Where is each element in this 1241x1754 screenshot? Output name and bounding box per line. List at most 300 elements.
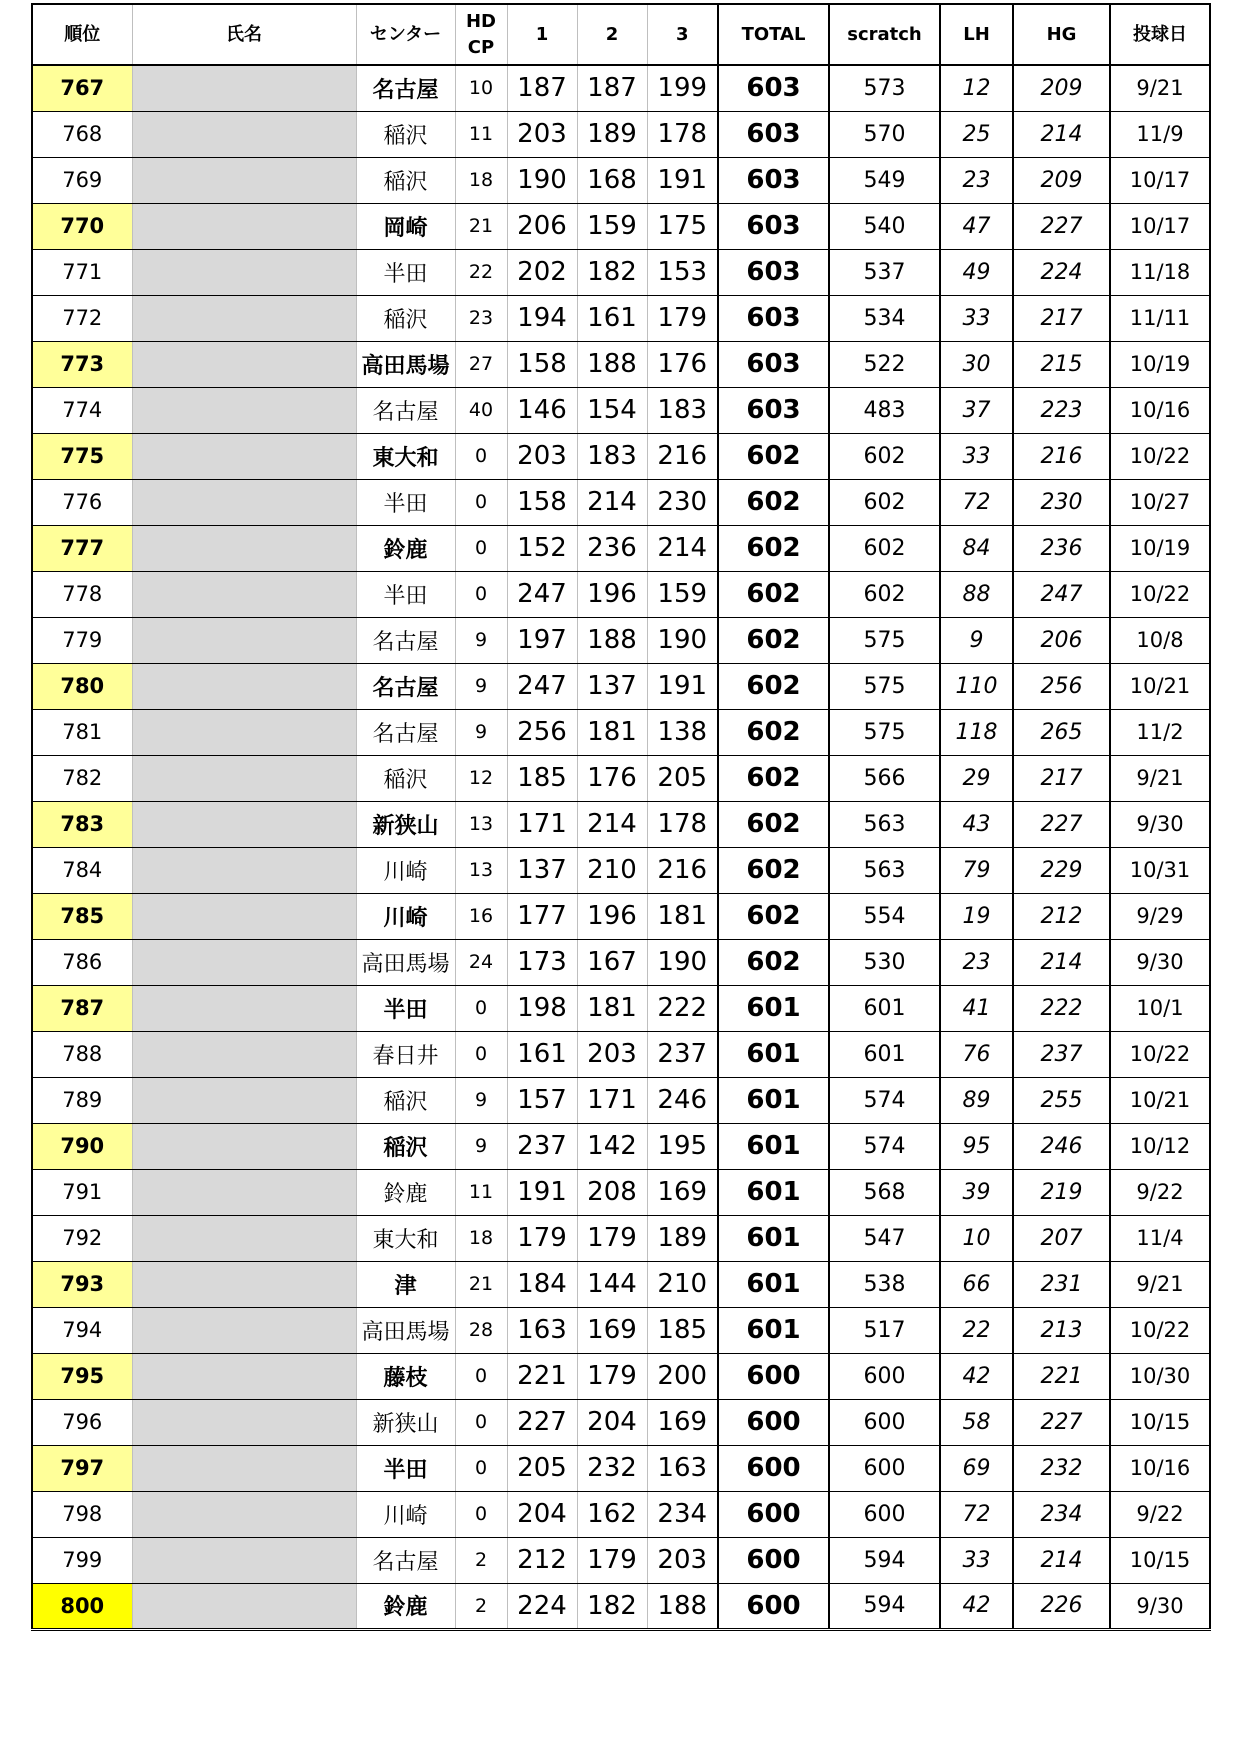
table-row — [32, 1031, 1210, 1077]
hg-cell: 265 — [1013, 709, 1110, 755]
game-3-cell: 203 — [647, 1537, 718, 1583]
game-1-cell: 146 — [507, 387, 577, 433]
lh-cell: 19 — [940, 893, 1013, 939]
scratch-cell: 601 — [829, 985, 940, 1031]
total-cell: 602 — [718, 433, 829, 479]
hdcp-cell: 28 — [455, 1307, 507, 1353]
hg-cell: 227 — [1013, 203, 1110, 249]
header-game-2: 2 — [577, 4, 647, 65]
game-3-cell: 234 — [647, 1491, 718, 1537]
lh-cell: 76 — [940, 1031, 1013, 1077]
game-2-cell: 181 — [577, 985, 647, 1031]
hdcp-cell: 0 — [455, 985, 507, 1031]
game-1-cell: 158 — [507, 479, 577, 525]
total-cell: 602 — [718, 939, 829, 985]
rank-cell: 769 — [32, 157, 132, 203]
total-cell: 603 — [718, 249, 829, 295]
lh-cell: 69 — [940, 1445, 1013, 1491]
hg-cell: 214 — [1013, 111, 1110, 157]
date-cell: 10/12 — [1110, 1123, 1210, 1169]
date-cell: 10/31 — [1110, 847, 1210, 893]
center-cell: 半田 — [356, 1445, 455, 1491]
scratch-cell: 602 — [829, 479, 940, 525]
lh-cell: 79 — [940, 847, 1013, 893]
total-cell: 603 — [718, 295, 829, 341]
date-cell: 10/17 — [1110, 157, 1210, 203]
center-cell: 東大和 — [356, 433, 455, 479]
center-cell: 津 — [356, 1261, 455, 1307]
date-cell: 10/15 — [1110, 1399, 1210, 1445]
date-cell: 9/29 — [1110, 893, 1210, 939]
hdcp-cell: 23 — [455, 295, 507, 341]
name-cell — [132, 939, 356, 985]
hg-cell: 247 — [1013, 571, 1110, 617]
hdcp-cell: 0 — [455, 479, 507, 525]
game-2-cell: 196 — [577, 571, 647, 617]
total-cell: 600 — [718, 1583, 829, 1629]
center-cell: 半田 — [356, 479, 455, 525]
total-cell: 602 — [718, 847, 829, 893]
table-row — [32, 755, 1210, 801]
lh-cell: 89 — [940, 1077, 1013, 1123]
game-1-cell: 205 — [507, 1445, 577, 1491]
game-3-cell: 189 — [647, 1215, 718, 1261]
game-1-cell: 184 — [507, 1261, 577, 1307]
table-row — [32, 1445, 1210, 1491]
center-cell: 川崎 — [356, 847, 455, 893]
game-3-cell: 237 — [647, 1031, 718, 1077]
name-cell — [132, 1537, 356, 1583]
hg-cell: 256 — [1013, 663, 1110, 709]
game-2-cell: 176 — [577, 755, 647, 801]
scratch-cell: 534 — [829, 295, 940, 341]
total-cell: 602 — [718, 663, 829, 709]
total-cell: 603 — [718, 387, 829, 433]
scratch-cell: 594 — [829, 1583, 940, 1629]
date-cell: 9/21 — [1110, 755, 1210, 801]
name-cell — [132, 157, 356, 203]
center-cell: 稲沢 — [356, 1123, 455, 1169]
total-cell: 602 — [718, 571, 829, 617]
scratch-cell: 600 — [829, 1445, 940, 1491]
game-1-cell: 197 — [507, 617, 577, 663]
name-cell — [132, 755, 356, 801]
game-1-cell: 177 — [507, 893, 577, 939]
lh-cell: 43 — [940, 801, 1013, 847]
center-cell: 名古屋 — [356, 1537, 455, 1583]
game-2-cell: 168 — [577, 157, 647, 203]
game-1-cell: 198 — [507, 985, 577, 1031]
table-row — [32, 571, 1210, 617]
header-hg: HG — [1013, 4, 1110, 65]
center-cell: 鈴鹿 — [356, 525, 455, 571]
rank-cell: 797 — [32, 1445, 132, 1491]
name-cell — [132, 387, 356, 433]
hdcp-cell: 0 — [455, 433, 507, 479]
lh-cell: 41 — [940, 985, 1013, 1031]
date-cell: 10/19 — [1110, 525, 1210, 571]
table-row — [32, 387, 1210, 433]
hg-cell: 222 — [1013, 985, 1110, 1031]
lh-cell: 23 — [940, 157, 1013, 203]
hdcp-cell: 9 — [455, 709, 507, 755]
name-cell — [132, 1399, 356, 1445]
rank-cell: 791 — [32, 1169, 132, 1215]
game-1-cell: 224 — [507, 1583, 577, 1629]
game-3-cell: 214 — [647, 525, 718, 571]
game-3-cell: 169 — [647, 1399, 718, 1445]
rank-cell: 784 — [32, 847, 132, 893]
center-cell: 藤枝 — [356, 1353, 455, 1399]
table-row — [32, 1491, 1210, 1537]
lh-cell: 39 — [940, 1169, 1013, 1215]
hg-cell: 232 — [1013, 1445, 1110, 1491]
date-cell: 10/16 — [1110, 387, 1210, 433]
table-row — [32, 525, 1210, 571]
game-1-cell: 158 — [507, 341, 577, 387]
game-3-cell: 205 — [647, 755, 718, 801]
rank-cell: 773 — [32, 341, 132, 387]
game-3-cell: 163 — [647, 1445, 718, 1491]
game-1-cell: 204 — [507, 1491, 577, 1537]
total-cell: 602 — [718, 755, 829, 801]
game-2-cell: 181 — [577, 709, 647, 755]
date-cell: 10/22 — [1110, 571, 1210, 617]
total-cell: 601 — [718, 985, 829, 1031]
name-cell — [132, 1261, 356, 1307]
center-cell: 稲沢 — [356, 111, 455, 157]
scratch-cell: 483 — [829, 387, 940, 433]
scratch-cell: 563 — [829, 801, 940, 847]
game-2-cell: 144 — [577, 1261, 647, 1307]
date-cell: 11/11 — [1110, 295, 1210, 341]
date-cell: 9/21 — [1110, 65, 1210, 111]
rank-cell: 799 — [32, 1537, 132, 1583]
table-row — [32, 65, 1210, 111]
hdcp-cell: 2 — [455, 1537, 507, 1583]
total-cell: 601 — [718, 1077, 829, 1123]
total-cell: 602 — [718, 525, 829, 571]
center-cell: 半田 — [356, 249, 455, 295]
total-cell: 603 — [718, 341, 829, 387]
center-cell: 名古屋 — [356, 663, 455, 709]
name-cell — [132, 1491, 356, 1537]
hdcp-cell: 24 — [455, 939, 507, 985]
game-2-cell: 214 — [577, 801, 647, 847]
table-row — [32, 111, 1210, 157]
table-row — [32, 1353, 1210, 1399]
hg-cell: 209 — [1013, 157, 1110, 203]
center-cell: 名古屋 — [356, 65, 455, 111]
game-3-cell: 179 — [647, 295, 718, 341]
table-row — [32, 479, 1210, 525]
hg-cell: 226 — [1013, 1583, 1110, 1629]
lh-cell: 47 — [940, 203, 1013, 249]
name-cell — [132, 1445, 356, 1491]
center-cell: 新狭山 — [356, 801, 455, 847]
center-cell: 半田 — [356, 985, 455, 1031]
hdcp-cell: 22 — [455, 249, 507, 295]
game-2-cell: 154 — [577, 387, 647, 433]
rank-cell: 779 — [32, 617, 132, 663]
game-3-cell: 153 — [647, 249, 718, 295]
date-cell: 9/30 — [1110, 1583, 1210, 1629]
name-cell — [132, 571, 356, 617]
game-1-cell: 157 — [507, 1077, 577, 1123]
table-row — [32, 1123, 1210, 1169]
header-center: センター — [356, 4, 455, 65]
game-2-cell: 196 — [577, 893, 647, 939]
game-3-cell: 195 — [647, 1123, 718, 1169]
name-cell — [132, 1583, 356, 1629]
game-3-cell: 176 — [647, 341, 718, 387]
game-3-cell: 246 — [647, 1077, 718, 1123]
game-2-cell: 204 — [577, 1399, 647, 1445]
date-cell: 10/19 — [1110, 341, 1210, 387]
table-row — [32, 1537, 1210, 1583]
game-3-cell: 190 — [647, 617, 718, 663]
lh-cell: 33 — [940, 1537, 1013, 1583]
name-cell — [132, 341, 356, 387]
lh-cell: 72 — [940, 479, 1013, 525]
table-row — [32, 433, 1210, 479]
name-cell — [132, 1123, 356, 1169]
rank-cell: 772 — [32, 295, 132, 341]
game-2-cell: 188 — [577, 341, 647, 387]
name-cell — [132, 893, 356, 939]
scratch-cell: 574 — [829, 1123, 940, 1169]
rank-cell: 768 — [32, 111, 132, 157]
lh-cell: 29 — [940, 755, 1013, 801]
total-cell: 600 — [718, 1399, 829, 1445]
table-row — [32, 1169, 1210, 1215]
date-cell: 10/30 — [1110, 1353, 1210, 1399]
ranking-rows — [32, 65, 1210, 1629]
rank-cell: 795 — [32, 1353, 132, 1399]
total-cell: 601 — [718, 1261, 829, 1307]
rank-cell: 775 — [32, 433, 132, 479]
lh-cell: 42 — [940, 1353, 1013, 1399]
game-3-cell: 191 — [647, 663, 718, 709]
scratch-cell: 575 — [829, 709, 940, 755]
game-2-cell: 208 — [577, 1169, 647, 1215]
table-row — [32, 847, 1210, 893]
date-cell: 9/22 — [1110, 1169, 1210, 1215]
scratch-cell: 566 — [829, 755, 940, 801]
center-cell: 高田馬場 — [356, 341, 455, 387]
name-cell — [132, 295, 356, 341]
total-cell: 601 — [718, 1215, 829, 1261]
game-1-cell: 247 — [507, 571, 577, 617]
rank-cell: 777 — [32, 525, 132, 571]
lh-cell: 23 — [940, 939, 1013, 985]
lh-cell: 33 — [940, 295, 1013, 341]
hdcp-cell: 10 — [455, 65, 507, 111]
lh-cell: 110 — [940, 663, 1013, 709]
scratch-cell: 547 — [829, 1215, 940, 1261]
date-cell: 11/9 — [1110, 111, 1210, 157]
hg-cell: 206 — [1013, 617, 1110, 663]
game-2-cell: 137 — [577, 663, 647, 709]
center-cell: 春日井 — [356, 1031, 455, 1077]
lh-cell: 118 — [940, 709, 1013, 755]
game-3-cell: 138 — [647, 709, 718, 755]
game-1-cell: 137 — [507, 847, 577, 893]
game-2-cell: 236 — [577, 525, 647, 571]
hg-cell: 224 — [1013, 249, 1110, 295]
center-cell: 鈴鹿 — [356, 1583, 455, 1629]
scratch-cell: 575 — [829, 663, 940, 709]
hg-cell: 255 — [1013, 1077, 1110, 1123]
hdcp-cell: 40 — [455, 387, 507, 433]
hg-cell: 214 — [1013, 1537, 1110, 1583]
game-3-cell: 159 — [647, 571, 718, 617]
rank-cell: 778 — [32, 571, 132, 617]
rank-cell: 792 — [32, 1215, 132, 1261]
hg-cell: 237 — [1013, 1031, 1110, 1077]
hdcp-cell: 0 — [455, 1445, 507, 1491]
center-cell: 東大和 — [356, 1215, 455, 1261]
rank-cell: 790 — [32, 1123, 132, 1169]
rank-cell: 767 — [32, 65, 132, 111]
total-cell: 600 — [718, 1353, 829, 1399]
hg-cell: 229 — [1013, 847, 1110, 893]
game-1-cell: 221 — [507, 1353, 577, 1399]
rank-cell: 782 — [32, 755, 132, 801]
game-3-cell: 185 — [647, 1307, 718, 1353]
center-cell: 稲沢 — [356, 1077, 455, 1123]
game-3-cell: 190 — [647, 939, 718, 985]
game-3-cell: 230 — [647, 479, 718, 525]
name-cell — [132, 985, 356, 1031]
scratch-cell: 594 — [829, 1537, 940, 1583]
hdcp-cell: 21 — [455, 1261, 507, 1307]
scratch-cell: 602 — [829, 525, 940, 571]
scratch-cell: 601 — [829, 1031, 940, 1077]
rank-cell: 794 — [32, 1307, 132, 1353]
name-cell — [132, 663, 356, 709]
table-row — [32, 801, 1210, 847]
header-total: TOTAL — [718, 4, 829, 65]
hg-cell: 207 — [1013, 1215, 1110, 1261]
lh-cell: 42 — [940, 1583, 1013, 1629]
date-cell: 10/17 — [1110, 203, 1210, 249]
center-cell: 半田 — [356, 571, 455, 617]
lh-cell: 95 — [940, 1123, 1013, 1169]
rank-cell: 780 — [32, 663, 132, 709]
hdcp-cell: 0 — [455, 1031, 507, 1077]
total-cell: 603 — [718, 111, 829, 157]
game-1-cell: 206 — [507, 203, 577, 249]
name-cell — [132, 1215, 356, 1261]
table-row — [32, 663, 1210, 709]
date-cell: 9/30 — [1110, 801, 1210, 847]
scratch-cell: 549 — [829, 157, 940, 203]
scratch-cell: 568 — [829, 1169, 940, 1215]
game-2-cell: 179 — [577, 1215, 647, 1261]
game-3-cell: 181 — [647, 893, 718, 939]
scratch-cell: 575 — [829, 617, 940, 663]
game-1-cell: 163 — [507, 1307, 577, 1353]
table-row — [32, 1077, 1210, 1123]
rank-cell: 793 — [32, 1261, 132, 1307]
name-cell — [132, 617, 356, 663]
game-2-cell: 159 — [577, 203, 647, 249]
game-1-cell: 161 — [507, 1031, 577, 1077]
center-cell: 名古屋 — [356, 709, 455, 755]
game-2-cell: 232 — [577, 1445, 647, 1491]
table-row — [32, 1215, 1210, 1261]
hg-cell: 216 — [1013, 433, 1110, 479]
center-cell: 鈴鹿 — [356, 1169, 455, 1215]
game-2-cell: 183 — [577, 433, 647, 479]
name-cell — [132, 65, 356, 111]
hg-cell: 215 — [1013, 341, 1110, 387]
hdcp-cell: 18 — [455, 1215, 507, 1261]
date-cell: 10/15 — [1110, 1537, 1210, 1583]
date-cell: 10/22 — [1110, 1307, 1210, 1353]
hg-cell: 230 — [1013, 479, 1110, 525]
total-cell: 600 — [718, 1537, 829, 1583]
lh-cell: 88 — [940, 571, 1013, 617]
rank-cell: 796 — [32, 1399, 132, 1445]
game-3-cell: 188 — [647, 1583, 718, 1629]
hdcp-cell: 9 — [455, 617, 507, 663]
name-cell — [132, 709, 356, 755]
lh-cell: 12 — [940, 65, 1013, 111]
hdcp-cell: 11 — [455, 111, 507, 157]
name-cell — [132, 249, 356, 295]
rank-cell: 785 — [32, 893, 132, 939]
total-cell: 600 — [718, 1491, 829, 1537]
center-cell: 稲沢 — [356, 157, 455, 203]
game-1-cell: 203 — [507, 433, 577, 479]
name-cell — [132, 203, 356, 249]
hdcp-cell: 2 — [455, 1583, 507, 1629]
scratch-cell: 600 — [829, 1399, 940, 1445]
rank-cell: 800 — [32, 1583, 132, 1629]
game-3-cell: 210 — [647, 1261, 718, 1307]
game-1-cell: 227 — [507, 1399, 577, 1445]
game-2-cell: 187 — [577, 65, 647, 111]
hdcp-cell: 16 — [455, 893, 507, 939]
game-1-cell: 203 — [507, 111, 577, 157]
date-cell: 10/21 — [1110, 1077, 1210, 1123]
game-1-cell: 212 — [507, 1537, 577, 1583]
header-scratch: scratch — [829, 4, 940, 65]
game-1-cell: 202 — [507, 249, 577, 295]
header-hdcp-line2: CP — [467, 36, 495, 58]
hdcp-cell: 0 — [455, 1399, 507, 1445]
game-1-cell: 179 — [507, 1215, 577, 1261]
table-row — [32, 1261, 1210, 1307]
rank-cell: 789 — [32, 1077, 132, 1123]
name-cell — [132, 1169, 356, 1215]
total-cell: 601 — [718, 1123, 829, 1169]
hg-cell: 227 — [1013, 1399, 1110, 1445]
table-row — [32, 709, 1210, 755]
total-cell: 602 — [718, 709, 829, 755]
total-cell: 601 — [718, 1307, 829, 1353]
name-cell — [132, 1307, 356, 1353]
hdcp-cell: 9 — [455, 1123, 507, 1169]
table-row — [32, 249, 1210, 295]
table-row — [32, 985, 1210, 1031]
hdcp-cell: 0 — [455, 1491, 507, 1537]
lh-cell: 84 — [940, 525, 1013, 571]
header-game-1: 1 — [507, 4, 577, 65]
hg-cell: 214 — [1013, 939, 1110, 985]
